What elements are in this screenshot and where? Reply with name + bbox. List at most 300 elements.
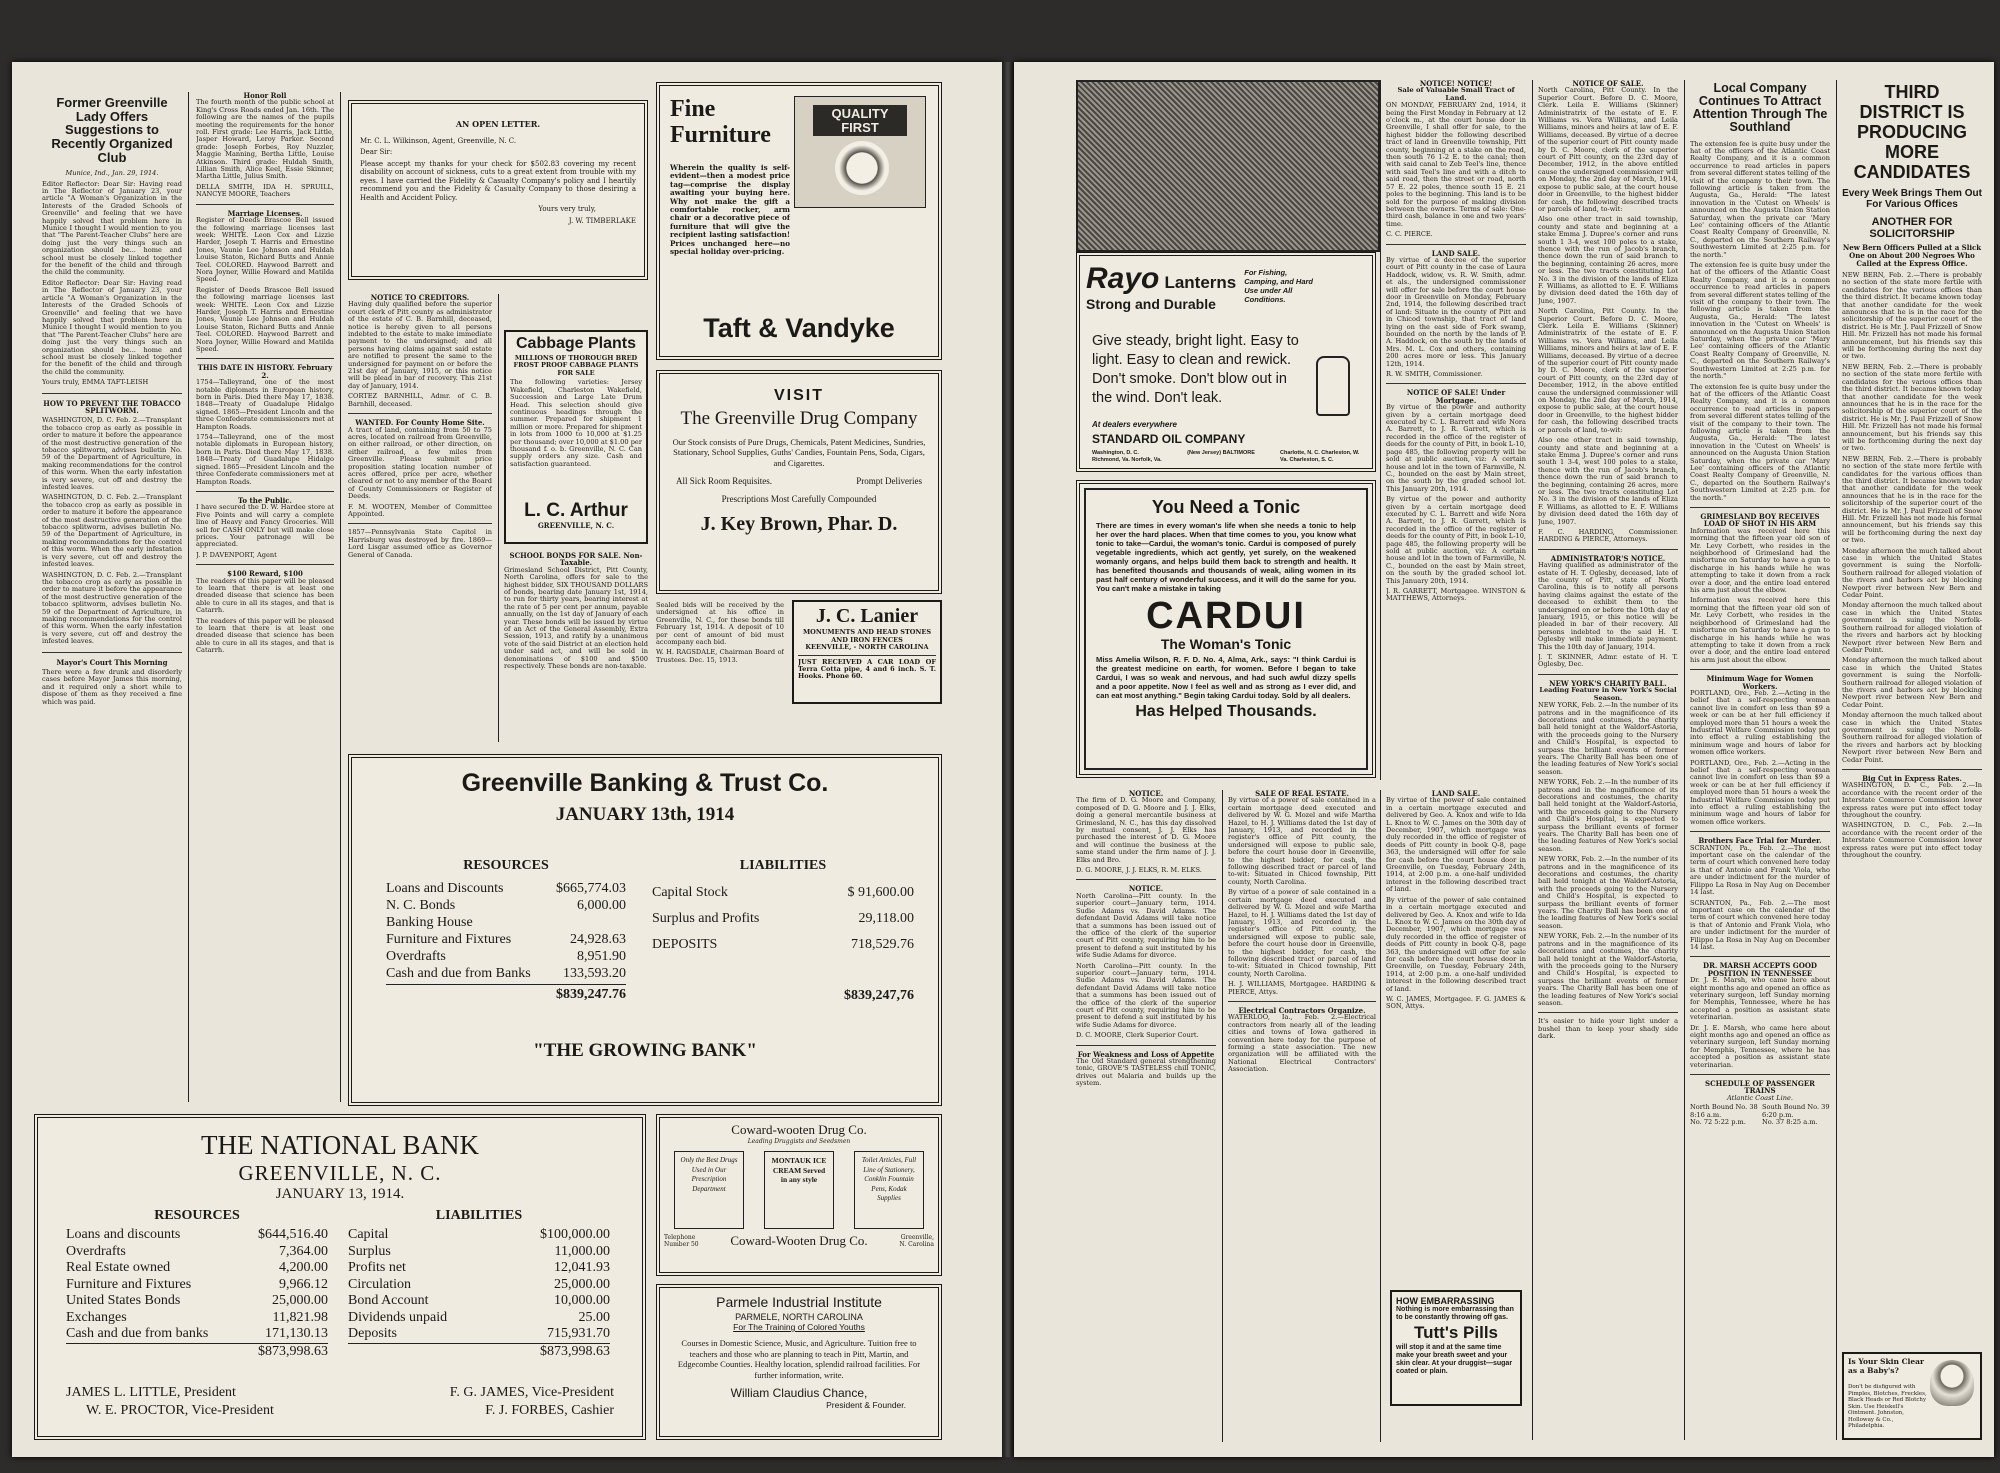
article-notice-of-sale-cont: North Carolina, Pitt County. In the Superior Court. Before D. C. Moore, Clerk. Leila E. Williams (Skinner) Administratrix of the estate of E. F. Williams vs. Vera Williams, and Leila Williams, minors and heirs at law of E. F. Williams, deceased. By virtue of a decree of the superior court of Pitt county made by D. C. Moore, clerk of the superior court of Pitt county, on the 23rd day of December, 1912, in the above entitled cause the undersigned commissioner will on Monday, the 2nd day of March, 1914, expose to public sale, at the court house door in Greenville, to the highest bidder for cash, the following described tracts or parcels of land, to-wit: — [1538, 307, 1678, 434]
open-letter-closing: Yours very truly, — [538, 205, 596, 213]
statement-row — [348, 1293, 610, 1310]
rayo-cities: Washington, D. C. Richmond, Va. Norfolk, Va. — [1092, 450, 1162, 463]
statement-row — [386, 948, 626, 965]
article-signoff: Yours truly, EMMA TAFT-LEISH — [42, 378, 149, 387]
bank2-officer: JAMES L. LITTLE, President — [66, 1385, 236, 1400]
tonic-brand: CARDUI — [1146, 594, 1306, 637]
bank1-liab-total: $839,247,76 — [844, 988, 914, 1003]
article-notice-of-sale-cont2: Also one other tract in said township, county and state and beginning at a stake Emma J. Dupree's corner and runs south 1 3-4, west 100 poles to a stake, thence with the run of Jacob's branch, thence down the run of said branch to the beginning, containing 26 acres, more or less. The two tracts constituting Lot No. 3 in the division of the lands of Eliza F. Williams, as allotted to E. F. Williams by division deed dated the 16th day of June, 1907. — [1538, 436, 1678, 526]
article-grimesland-boy: Information was received here this morning that the fifteen year old son of Mr. Levy Corbett, who resides in the neighborhood of Grimesland had the misfortune on Saturday to have a gun to discharge in his hands while he was attempting to take it down from a rack over a door, and the entire load entered his arm just about the elbow. — [1690, 526, 1830, 595]
article-body-filler: Editor Reflector: Dear Sir: Having read in The Reflector of January 23, your article "A Woman's Organization in the Interests of the Graded Schools of Greenville" and feeling that we have happily solved that problem here in Munice I thought I would mention to you that "The Parent-Teacher Clubs" here are doing just the very things such an organization should be... home and school must be closely linked together for the benefit of the child and through the child the community. — [42, 278, 182, 376]
statement-row — [386, 965, 626, 982]
coward-title: Coward-wooten Drug Co. — [731, 1122, 867, 1137]
statement-label: Loans and discounts — [66, 1227, 181, 1242]
furniture-body: Wherein the quality is self-evident—then a modest price tag—comprise the display awaiting your buying here. Why not make the gift a comfortable rocker, arm chair or a decorative piece of furniture that will give the recipient lasting satisfaction! Prices unchanged here—no special holiday over-pricing. — [670, 164, 790, 257]
tutts-body2: will stop it and at the same time make your breath sweet and your skin clear. At your druggist—sugar coated or plain. — [1396, 1343, 1513, 1375]
coward-cell: Toilet Articles, Full Line of Stationery, Conklin Fountain Pens, Kodak Supplies — [854, 1151, 924, 1229]
right-column-4 — [1842, 80, 1982, 1440]
headline-splitworm: HOW TO PREVENT THE TOBACCO SPLITWORM. — [43, 398, 181, 415]
statement-row — [66, 1293, 328, 1310]
rayo-cities: (New Jersey) BALTIMORE — [1187, 450, 1255, 456]
school-bonds-notice — [504, 552, 648, 744]
bank2-officer: F. G. JAMES, Vice-President — [449, 1385, 614, 1400]
statement-row — [348, 1277, 610, 1294]
statement-row — [386, 880, 626, 897]
statement-label: Profits net — [348, 1260, 406, 1275]
mortgage-sale-signoff: J. R. GARRETT, Mortgagee. WINSTON & MATTHEWS, Attorneys. — [1386, 587, 1526, 603]
article-local-company: The extension fee is quite busy under the hat of the officers of the Atlantic Coast Realty Company, and it is a common occurrence to read articles in papers from several different states telling of the visit of the company to their town. The following article is taken from the Augusta, Ga., Herald: "The latest innovation in the 'Cutest on Wheels' is announced on the Augusta Union Station Saturday, when the private car 'Mary Lee' containing officers of the Atlantic Coast Realty Company of Greenville, N. C., departed on the Southern Railway's Southwestern Limited at 2:25 p.m. for the north." — [1690, 139, 1830, 259]
statement-value: 12,041.93 — [554, 1260, 610, 1275]
bank1-title: Greenville Banking & Trust Co. — [461, 769, 829, 797]
statement-value: 25.00 — [578, 1309, 610, 1325]
headline-charity-ball: NEW YORK'S CHARITY BALL. — [1549, 678, 1667, 688]
headline-wanted: WANTED. For County Home Site. — [355, 418, 485, 428]
skin-ad-title: Is Your Skin Clear as a Baby's? — [1848, 1357, 1924, 1375]
notice-firm-signoff: D. G. MOORE, J. J. ELKS, R. M. ELKS. — [1076, 866, 1202, 875]
statement-label: Circulation — [348, 1276, 411, 1292]
article-splitworm-cont: WASHINGTON, D. C. Feb. 2.—Transplant the tobacco crop as early as possible in order to mature it before the appearance of the most destructive generation of the tobacco splitworm, advises bulletin No. 59 of the Department of Agriculture, in making recommendations for the control of this worm. When the early infestation is very severe, cut off and destroy the infested leaves. — [42, 493, 182, 569]
tonic-quote: Miss Amelia Wilson, R. F. D. No. 4, Alma, Ark., says: "I think Cardui is the greatest medicine on earth, for women. Before I began to take Cardui, I was so weak and nervous, and had such awful dizzy spells and a poor appetite. Now I feel as well and as strong as I ever did, and can eat most anything." Begin taking Cardui today. Sold by all dealers. — [1096, 655, 1356, 701]
train-schedule-table — [1690, 1104, 1830, 1126]
headline-express-rates: Big Cut in Express Rates. — [1862, 774, 1962, 783]
furniture-illustration — [794, 96, 926, 208]
headline-real-estate: SALE OF REAL ESTATE. — [1255, 790, 1349, 798]
headline-marriage-licenses: Marriage Licenses. — [227, 208, 303, 218]
drug-deliveries: Prompt Deliveries — [856, 476, 922, 487]
parmele-role: President & Founder. — [826, 1400, 906, 1410]
parmele-sub: PARMELE, NORTH CAROLINA — [735, 1312, 863, 1322]
rayo-lanterns-ad — [1076, 252, 1376, 472]
notice-creditors-signoff: CORTEZ BARNHILL, Admr. of C. B. Barnhill, deceased. — [348, 392, 492, 408]
parmele-name: William Claudius Chance, — [730, 1386, 868, 1400]
statement-row — [386, 931, 626, 948]
sealed-bids-notice — [656, 602, 784, 742]
headline-land-sale: LAND SALE. — [1431, 248, 1481, 258]
furniture-title: Fine Furniture — [670, 96, 771, 148]
headline-land-sale-2: LAND SALE. — [1431, 790, 1481, 798]
article-local-company-cont: The extension fee is quite busy under the hat of the officers of the Atlantic Coast Realty Company, and it is a common occurrence to read articles in papers from several different states telling of the visit of the company to their town. The following article is taken from the Augusta, Ga., Herald: "The latest innovation in the 'Cutest on Wheels' is announced on the Augusta Union Station Saturday, when the private car 'Mary Lee' containing officers of the Atlantic Coast Realty Company of Greenville, N. C., departed on the Southern Railway's Southwestern Limited at 2:25 p.m. for the north." — [1690, 261, 1830, 381]
bank2-liab-head: LIABILITIES — [435, 1208, 523, 1223]
statement-label: Cash and due from banks — [66, 1326, 209, 1341]
sealed-bids-body: Sealed bids will be received by the undersigned at his office in Greenville, N. C., for these bonds till February 1st, 1914. A deposit of 10 per cent of amount of bid must accompany each bid. — [656, 602, 784, 647]
statement-label: Surplus — [348, 1243, 391, 1259]
statement-value: 9,966.12 — [279, 1276, 328, 1292]
lantern-scene-illustration — [1076, 80, 1380, 252]
headline-brothers-trial: Brothers Face Trial for Murder. — [1698, 836, 1822, 846]
page-fold — [1002, 62, 1014, 1457]
headline-third-district: THIRD DISTRICT IS PRODUCING MORE CANDIDATES — [1853, 82, 1971, 182]
statement-label: Furniture and Fixtures — [386, 932, 512, 947]
bank1-res-head: RESOURCES — [463, 858, 549, 873]
article-real-estate: By virtue of a power of sale contained in a certain mortgage deed executed and delivered by W. G. Mozel and wife Martha Hazel, to H. J. Williams dated the 1st day of January, 1913, and recorded in the register's office of Pitt county, the undersigned will expose to public sale, before the court house door in Greenville, to the highest bidder, for cash, the following described tract or parcel of land to-wit: Situated in Chicod township, Pitt county, North Carolina. — [1228, 796, 1376, 886]
article-to-the-public: I have secured the D. W. Hardee store at Five Points and will carry a complete line of Heavy and Fancy Groceries. Will sell for CASH ONLY but will make close prices. Your patronage will be appreciated. — [196, 503, 334, 549]
train-entry: South Bound No. 39 6:20 p.m. — [1762, 1103, 1830, 1119]
notice-of-sale-signoff: F. C. HARDING, Commissioner. HARDING & PIERCE, Attorneys. — [1538, 527, 1678, 544]
headline-local-company: Local Company Continues To Attract Attention Through The Southland — [1692, 81, 1828, 135]
right-lower-col-2 — [1228, 790, 1376, 1442]
tutts-body: Nothing is more embarrassing than to be constantly throwing off gas. — [1396, 1306, 1514, 1321]
statement-label: Dividends unpaid — [348, 1309, 448, 1325]
article-wanted: A tract of land, containing from 50 to 75 acres, located on railroad from Greenville, on either railroad, or other direction, on either railroad, a few miles from Greenville. Please submit price proposition stating location number of acres offered, price per acre, whether cleared or not to any member of the Board of County Commissioners or Register of Deeds. — [348, 425, 492, 501]
bank1-date: JANUARY 13th, 1914 — [555, 804, 735, 826]
newspaper-page-left — [12, 62, 1002, 1457]
tonic-sub: The Woman's Tonic — [1160, 635, 1292, 652]
statement-row — [348, 1227, 610, 1244]
cabbage-plants-ad — [504, 330, 648, 544]
headline-mayors-court: Mayor's Court This Morning — [56, 657, 168, 667]
statement-label: Loans and Discounts — [386, 881, 504, 896]
statement-value: 6,000.00 — [577, 898, 626, 913]
bank2-res-rows — [66, 1227, 328, 1343]
statement-label: Capital — [348, 1227, 389, 1242]
baby-illustration — [835, 141, 889, 195]
tutts-pills-ad — [1390, 1290, 1522, 1406]
statement-row — [652, 932, 914, 958]
coward-city: Greenville, N. Carolina — [899, 1234, 934, 1248]
to-the-public-signoff: J. P. DAVENPORT, Agent — [196, 550, 277, 559]
article-notice-of-sale: North Carolina, Pitt County. In the Superior Court. Before D. C. Moore, Clerk. Leila E. Williams (Skinner) Administratrix of the estate of E. F. Williams vs. Vera Williams, and Leila Williams, minors and heirs at law of E. F. Williams, deceased. By virtue of a decree of the superior court of Pitt county made by D. C. Moore, clerk of the superior court of Pitt county, on the 23rd day of December, 1912, in the above entitled cause the undersigned commissioner will on Monday, the 2nd day of March, 1914, expose to public sale, at the court house door in Greenville, to the highest bidder for cash, the following described tracts or parcels of land, to-wit: — [1538, 86, 1678, 213]
rayo-side: For Fishing, Camping, and Hard Use under All Conditions. — [1244, 268, 1314, 304]
baby-bath-illustration — [1930, 1360, 1974, 1406]
statement-value: 24,928.63 — [570, 932, 626, 947]
article-third-district-b4: Monday afternoon the much talked about case in which the United States government is suing the Norfolk-Southern railroad for alleged violation of the rivers and harbors act by blocking Newport river between New Bern and Cedar Point. — [1842, 711, 1982, 764]
headline-solicitorship: ANOTHER FOR SOLICITORSHIP — [1869, 216, 1955, 240]
drug-prescriptions: Prescriptions Most Carefully Compounded — [721, 494, 877, 505]
rayo-body: Give steady, bright light. Easy to light. Easy to clean and rewick. Don't smoke. Don't blow out in the wind. Don't leak. — [1092, 333, 1299, 406]
small-tract-signoff: C. C. PIERCE. — [1386, 230, 1433, 239]
article-honor-roll: The fourth month of the public school at King's Cross Roads ended Jan. 16th. The following are the names of the pupils meeting the requirements for the honor roll. First grade: Lee Harris, Jack Little, Jasper Howard, Leroy Parker. Second grade: Joseph Forbes, Roy Nuzzler, Maggie Manning, Bertha Little, Louise Atkinson. Third grade: Huldah Smith, Lillian Smith, Alice Keel, Essie Skinner, Martha Little, Julius Smith. — [196, 98, 334, 181]
statement-value: $100,000.00 — [540, 1227, 610, 1242]
statement-value: 25,000.00 — [554, 1276, 610, 1292]
tonic-footer: Has Helped Thousands. — [1135, 703, 1317, 721]
column-2 — [196, 92, 334, 1102]
honor-roll-signoff: DELLA SMITH, IDA H. SPRUILL, NANCYE MOORE, Teachers — [196, 182, 334, 199]
article-third-district: NEW BERN, Feb. 2.—There is probably no section of the state more fertile with candidates for the various offices than the third district. It became known today that another candidate for the week announces that he is in the race for the solicitorship of the superior court of the district. He is Mr. J. Paul Frizzell of Snow Hill. Mr. Frizzell has not made his formal announcement, but his friends say this will be forthcoming during the next day or two. — [1842, 271, 1982, 361]
furniture-store-name: Taft & Vandyke — [703, 312, 895, 343]
right-column-2 — [1538, 80, 1678, 1440]
statement-label: Bond Account — [348, 1293, 429, 1308]
bank2-res-total: $873,998.63 — [258, 1343, 328, 1359]
headline-train-schedule: SCHEDULE OF PASSENGER TRAINS — [1705, 1079, 1815, 1096]
statement-label: Banking House — [386, 915, 473, 930]
open-letter-box — [348, 100, 648, 280]
rayo-company: STANDARD OIL COMPANY — [1092, 432, 1246, 446]
statement-value: 29,118.00 — [858, 911, 914, 926]
article-brothers-trial: SCRANTON, Pa., Feb. 2.—The most important case on the calendar of the term of court which convened here today is that of Antonio and Frank Viola, who are under indictment for the murder of Filippo La Rosa in Nay Aug on December 14 last. — [1690, 843, 1830, 897]
headline-former-lady: Former Greenville Lady Offers Suggestions to Recently Organized Club — [51, 95, 173, 165]
parmele-sub2: For The Training of Colored Youths — [733, 1322, 865, 1332]
article-land-sale: By virtue of a decree of the superior court of Pitt county in the case of Laura Haddock, widow, vs. R. W. Smith, admr. et als., the undersigned commissioner will offer for sale before the court house door in Greenville on Monday, February 2nd, 1914, the following described tract of land: Situate in the county of Pitt and in Chicod township, that tract of land lying on the east side of Fork swamp, bounded on the north by the lands of P. A. Haddock, on the south by the lands of Mrs. M. L. Cox and others, containing 200 acres more or less. This January 12th, 1914. — [1386, 255, 1526, 368]
headline-administrator: ADMINISTRATOR'S NOTICE. — [1550, 553, 1666, 563]
statement-row — [348, 1260, 610, 1277]
article-land-sale-2-cont: By virtue of the power of sale contained in a certain mortgage executed and delivered by Geo. A. Knox and wife to Ida L. Knox to W. C. James on the 30th day of December, 1907, which mortgage was duly recorded in the office of register of deeds of Pitt county in book Q-8, page 363, the undersigned will offer for sale for cash before the court house door in Greenville, on Tuesday, February 24th, 1914, at 2:00 p.m. a one-half undivided interest in the following described tract of land. — [1386, 895, 1526, 993]
headline-this-date: THIS DATE IN HISTORY. February 2. — [197, 363, 333, 380]
column-1 — [42, 92, 182, 1102]
lantern-icon — [1316, 356, 1350, 416]
statement-value: 25,000.00 — [272, 1293, 328, 1308]
bank2-liab-total: $873,998.63 — [540, 1343, 610, 1359]
drug-visit: VISIT — [773, 387, 824, 404]
article-this-date-cont: 1754—Talleyrand, one of the most notable diplomats in European history, born in Paris. Died there May 17, 1838. 1848—Treaty of Guadalupe Hidalgo signed. 1865—President Lincoln and the three Confederate commissioners met at Hampton Roads. — [196, 433, 334, 486]
statement-value: 11,000.00 — [554, 1243, 610, 1259]
drug-proprietor: J. Key Brown, Phar. D. — [700, 513, 898, 536]
article-dr-marsh: Dr. J. E. Marsh, who came here about eight months ago and opened an office as veterinary surgeon, left Sunday morning for Memphis, Tennessee, where he has accepted a position as assistant state veterinarian. — [1690, 976, 1830, 1022]
notice-divorce-signoff: D. C. MOORE, Clerk Superior Court. — [1076, 1031, 1199, 1040]
bank1-liabilities — [652, 858, 914, 1004]
cabbage-body: The following varieties: Jersey Wakefield, Charleston Wakefield, Succession and Large Late Drum Head. This selection should give continuous headings through the summer. Prepared for shipment 1 million or more. Prepared for shipment in lots from 1000 to 10,000 at $1.25 per thousand; over 10,000 at $1.00 per thousand f. o. b. Greenville, N. C. Can supply orders any size. Cash and satisfaction guaranteed. — [510, 379, 642, 468]
statement-row — [66, 1326, 328, 1343]
article-land-sale-2: By virtue of the power of sale contained in a certain mortgage executed and delivered by Geo. A. Knox and wife to Ida L. Knox to W. C. James on the 30th day of December, 1907, which mortgage was duly recorded in the office of register of deeds of Pitt county in book Q-8, page 363, the undersigned will offer for sale for cash before the court house door in Greenville, on Tuesday, February 24th, 1914, at 2:00 p.m. a one-half undivided interest in the following described tract of land. — [1386, 796, 1526, 894]
statement-label: Deposits — [348, 1326, 397, 1341]
coward-sub: Leading Druggists and Seedsmen — [747, 1138, 851, 1145]
statement-value: 11,821.98 — [272, 1309, 328, 1325]
parmele-title: Parmele Industrial Institute — [716, 1294, 882, 1310]
statement-label: Exchanges — [66, 1309, 127, 1325]
bank2-officer: W. E. PROCTOR, Vice-President — [86, 1403, 274, 1418]
cardui-tonic-ad — [1076, 480, 1376, 778]
statement-value: 8,951.90 — [577, 949, 626, 964]
article-mortgage-sale: By virtue of the power and authority given by a certain mortgage deed executed by C. L. Barrett and wife Nora A. Barrett, to J. R. Garrett, which is recorded in the office of the register of deeds for the county of Pitt, in book L-10, page 485, the following property will be sold at public auction, viz: A certain house and lot in the town of Farmville, N. C., bounded on the east by Main street, on the south by the graded school lot. This January 20th, 1914. — [1386, 403, 1526, 493]
article-marriage-licenses-cont: Register of Deeds Brascoe Bell issued the following marriage licenses last week: WHITE. Leon Cox and Lizzie Harder, Joseph T. Harris and Ernestine Jones, Vaunie Lee Johnson and Huldah Louise Staton, Richard Butts and Annie Teel. COLORED. Haywood Barrett and Nora Joyner, Willie Howard and Matilda Speed. — [196, 285, 334, 353]
article-notice-of-sale-b: Also one other tract in said township, county and state and beginning at a stake Emma J. Dupree's corner and runs south 1 3-4, west 100 poles to a stake, thence with the run of Jacob's branch, thence down the run of said branch to the beginning, containing 26 acres, more or less. The two tracts constituting Lot No. 3 in the division of the lands of Eliza F. Williams, as allotted to E. F. Williams by division deed dated the 16th day of June, 1907. — [1538, 215, 1678, 305]
bank2-title: THE NATIONAL BANK — [201, 1130, 479, 1160]
tutts-brand: Tutt's Pills — [1413, 1323, 1498, 1342]
headline-notice-of-sale: NOTICE OF SALE. — [1572, 80, 1644, 88]
bank1-liab-rows — [652, 880, 914, 958]
lanier-line1: MONUMENTS AND HEAD STONES AND IRON FENCES — [802, 628, 932, 644]
headline-dr-marsh: DR. MARSH ACCEPTS GOOD POSITION IN TENNESSEE — [1703, 961, 1817, 978]
statement-label: Surplus and Profits — [652, 911, 760, 926]
article-third-district-b2: Monday afternoon the much talked about case in which the United States government is suing the Norfolk-Southern railroad for alleged violation of the rivers and harbors act by blocking Newport river between New Bern and Cedar Point. — [1842, 601, 1982, 654]
article-brothers-trial-cont: SCRANTON, Pa., Feb. 2.—The most important case on the calendar of the term of court which convened here today is that of Antonio and Frank Viola, who are under indictment for the murder of Filippo La Rosa in Nay Aug on December 14 last. — [1690, 898, 1830, 951]
headline-grimesland-boy: GRIMESLAND BOY RECEIVES LOAD OF SHOT IN HIS ARM — [1700, 512, 1820, 529]
headline-to-the-public: To the Public. — [238, 495, 292, 505]
cabbage-subtitle: MILLIONS OF THOROUGH BRED FROST PROOF CABBAGE PLANTS FOR SALE — [513, 353, 639, 377]
rayo-cities: Charlotte, N. C. Charleston, W. Va. Charleston, S. C. — [1280, 450, 1360, 463]
skin-ad-body: Don't be disfigured with Pimples, Blotches, Freckles, Black Heads or Red Blotchy Skin. Use Heiskell's Ointment. Johnston, Holloway & Co., Philadelphia. — [1848, 1384, 1927, 1429]
bank1-res-total: $839,247.76 — [556, 987, 626, 1002]
land-sale-signoff: R. W. SMITH, Commissioner. — [1386, 370, 1483, 379]
headline-mortgage-sale: NOTICE OF SALE! Under Mortgage. — [1406, 388, 1506, 405]
drug-title: The Greenville Drug Company — [680, 407, 918, 429]
headline-weakness: For Weakness and Loss of Appetite — [1077, 1049, 1215, 1059]
subhead-small-tract: Sale of Valuable Small Tract of Land. — [1397, 86, 1515, 102]
bank2-liab-rows — [348, 1227, 610, 1343]
article-third-district-cont2: NEW BERN, Feb. 2.—There is probably no section of the state more fertile with candidates for the various offices than the third district. It became known today that another candidate for the week announces that he is in the race for the solicitorship of the superior court of the district. He is Mr. J. Paul Frizzell of Snow Hill. Mr. Frizzell has not made his formal announcement, but his friends say this will be forthcoming during the next day or two. — [1842, 454, 1982, 545]
article-weakness: The Old Standard general strengthening tonic, GROVE'S TASTELESS chill TONIC, drives out Malaria and builds up the system. — [1076, 1057, 1216, 1088]
statement-value: $644,516.40 — [258, 1227, 328, 1242]
statement-value: 4,200.00 — [279, 1260, 328, 1275]
article-school-bonds: Grimesland School District, Pitt County, North Carolina, offers for sale to the highest bidder, SIX THOUSAND DOLLARS of bonds, bearing date January 1st, 1914, to run for thirty years, bearing interest at the rate of 5 per cent per annum, payable annually, on the 1st day of January of each year. These bonds will be issued by virtue of an Act of the General Assembly, Extra Session, 1913, and ratify by a unanimous vote of the said District at an election held under said act, and will be sold in denominations of $100 and $500 respectively. These bonds are non-taxable. — [504, 565, 648, 671]
skin-ointment-ad — [1842, 1352, 1982, 1440]
parmele-body: Courses in Domestic Science, Music, and Agriculture. Tuition free to teachers and those who are planning to teach in Pitt, Martin, and Edgecombe Counties. Healthy location, splendid railroad facilities. For further information, write. — [677, 1338, 921, 1380]
rayo-tagline: Strong and Durable — [1086, 296, 1216, 312]
greenville-banking-trust-ad — [348, 754, 942, 1106]
article-reward-cont: The readers of this paper will be pleased to learn that there is at least one dreaded disease that science has been able to cure in all its stages, and that is Catarrh. — [196, 616, 334, 655]
article-splitworm-cont2: WASHINGTON, D. C. Feb. 2.—Transplant the tobacco crop as early as possible in order to mature it before the appearance of the most destructive generation of the tobacco splitworm, advises bulletin No. 59 of the Department of Agriculture, in making recommendations for the control of this worm. When the early infestation is very severe, cut off and destroy the infested leaves. — [42, 570, 182, 646]
article-splitworm: WASHINGTON, D. C. Feb. 2.—Transplant the tobacco crop as early as possible in order to mature it before the appearance of the most destructive generation of the tobacco splitworm, advises bulletin No. 59 of the Department of Agriculture, in making recommendations for the control of this worm. When the early infestation is very severe, cut off and destroy the infested leaves. — [42, 416, 182, 492]
statement-row — [66, 1244, 328, 1261]
article-small-tract: ON MONDAY, FEBRUARY 2nd, 1914, it being the First Monday in February at 12 o'clock m., at the court house door in Greenville, I shall offer for sale, to the highest bidder the following described tract of land in Greenville township, Pitt county, beginning at a stake on the road, then south 76 1-2 E. to the canal; then with said canal to Zeb Teel's line, thence with said Teel's line and with a ditch to said road, then the street or road, north 57 E. 22 poles, thence south 15 E. 21 poles to the beginning. This land is to be sold for the purpose of making division between the owners. Terms of sale: One-third cash, balance in one and two years' time. — [1386, 101, 1526, 228]
article-charity-ball-cont3: NEW YORK, Feb. 2.—In the number of its patrons and in the magnificence of its decorations and costumes, the charity ball held tonight at the Waldorf-Astoria, with the proceeds going to the Nursery and Child's Hospital, is expected to surpass the brilliant events of former years. The Charity Ball has been one of the leading features of New York's social season. — [1538, 932, 1678, 1007]
train-entry: North Bound No. 38 8:16 a.m. — [1690, 1103, 1758, 1119]
administrator-signoff: J. T. SKINNER, Admr. estate of H. T. Oglesby, Dec. — [1538, 653, 1678, 669]
statement-row — [348, 1244, 610, 1261]
cabbage-location: GREENVILLE, N. C. — [537, 521, 615, 531]
bank2-city: GREENVILLE, N. C. — [238, 1161, 442, 1185]
article-notice-divorce: North Carolina—Pitt county. In the superior court—January term, 1914. Sudie Adams vs. David Adams. The defendant David Adams will take notice that a summons has been issued out of the office of the clerk of the superior court of Pitt county, requiring him to be present to defend a suit instituted by his wife Sudie Adams for divorce. — [1076, 891, 1216, 960]
article-local-company-cont2: The extension fee is quite busy under the hat of the officers of the Atlantic Coast Realty Company, and it is a common occurrence to read articles in papers from several different states telling of the visit of the company to their town. The following article is taken from the Augusta, Ga., Herald: "The latest innovation in the 'Cutest on Wheels' is announced on the Augusta Union Station Saturday, when the private car 'Mary Lee' containing officers of the Atlantic Coast Realty Company of Greenville, N. C., departed on the Southern Railway's Southwestern Limited at 2:25 p.m. for the north." — [1690, 382, 1830, 502]
open-letter-signature: J. W. TIMBERLAKE — [568, 216, 636, 225]
land-sale-2-signoff: W. C. JAMES, Mortgagee. F. G. JAMES & SON, Attys. — [1386, 994, 1526, 1011]
statement-label: N. C. Bonds — [386, 898, 456, 913]
right-column-1 — [1386, 80, 1526, 780]
bank1-liab-head: LIABILITIES — [739, 858, 827, 873]
bank2-officer: F. J. FORBES, Cashier — [485, 1403, 614, 1418]
headline-notice: NOTICE! NOTICE! — [1419, 80, 1493, 88]
article-marriage-licenses: Register of Deeds Brascoe Bell issued the following marriage licenses last week: WHITE. Leon Cox and Lizzie Harder, Joseph T. Harris and Ernestine Jones, Vaunie Lee Johnson and Huldah Louise Staton, Richard Butts and Annie Teel. COLORED. Haywood Barrett and Nora Joyner, Willie Howard and Matilda Speed. — [196, 216, 334, 284]
headline-school-bonds: SCHOOL BONDS FOR SALE. Non-Taxable. — [509, 552, 643, 568]
bank2-liabilities — [348, 1208, 610, 1360]
bank2-res-head: RESOURCES — [154, 1208, 240, 1223]
tonic-title: You Need a Tonic — [1151, 497, 1301, 517]
drug-body: Our Stock consists of Pure Drugs, Chemicals, Patent Medicines, Sundries, Stationary, School Supplies, Guths' Candies, Fountain Pens, Soda, Cigars, and Cigarettes. — [672, 436, 926, 468]
train-entry: No. 72 5:22 p.m. — [1690, 1118, 1746, 1127]
lanier-body: JUST RECEIVED A CAR LOAD OF Terra Cotta pipe, 4 and 6 inch. S. T. Hooks. Phone 60. — [798, 658, 936, 681]
tutts-title: HOW EMBARRASSING — [1396, 1296, 1495, 1306]
wanted-signoff: F. M. WOOTEN, Member of Committee Appointed. — [348, 502, 492, 518]
open-letter-body: Please accept my thanks for your check for $502.83 covering my recent disability on account of sickness, cuts to a great extent from trouble with my eyes. I have carried the Fidelity & Casualty Company's policy and I heartily recommend you and the Fidelity & Casualty Company to those desiring a Health and Accident Policy. — [360, 159, 636, 202]
article-body: Editor Reflector: Dear Sir: Having read in The Reflector of January 23, your article "A Woman's Organization in the Interests of the Graded Schools of Greenville" and feeling that we have happily solved that problem here in Munice I thought I would mention to you that "The Parent-Teacher Clubs" here are doing just the very things such an organization should be... home and school must be closely linked together for the benefit of the child and through the child the community. — [42, 179, 182, 277]
open-letter-to: Mr. C. L. Wilkinson, Agent, Greenville, N. C. — [360, 136, 517, 145]
article-real-estate-cont: By virtue of a power of sale contained in a certain mortgage deed executed and delivered by W. G. Mozel and wife Martha Hazel, to H. J. Williams dated the 1st day of January, 1913, and recorded in the register's office of Pitt county, the undersigned will expose to public sale, before the court house door in Greenville, to the highest bidder, for cash, the following described tract or parcel of land to-wit: Situated in Chicod township, Pitt county, North Carolina. — [1228, 888, 1376, 978]
subhead-solicitorship: New Bern Officers Pulled at a Slick One on About 200 Negroes Who Called at the Express Office. — [1842, 243, 1982, 268]
article-mayors-court: There were a few drunk and disorderly cases before Mayor James this morning, and it required only a short while to dispose of them as they received a fine which was paid. — [42, 667, 182, 706]
statement-row — [66, 1260, 328, 1277]
greenville-drug-ad — [656, 370, 942, 594]
subhead-third-district: Every Week Brings Them Out For Various Offices — [1842, 188, 1982, 210]
article-notice-divorce-cont: North Carolina—Pitt county. In the superior court—January term, 1914. Sudie Adams vs. David Adams. The defendant David Adams will take notice that a summons has been issued out of the office of the clerk of the superior court of Pitt county, requiring him to be present to defend a suit instituted by his wife Sudie Adams for divorce. — [1076, 961, 1216, 1029]
notices-column — [348, 294, 492, 742]
filler-proverb: It's easier to hide your light under a bushel than to keep your shady side dark. — [1538, 1017, 1678, 1041]
article-third-district-b3: Monday afternoon the much talked about case in which the United States government is suing the Norfolk-Southern railroad for alleged violation of the rivers and harbors act by blocking Newport river between New Bern and Cedar Point. — [1842, 656, 1982, 709]
headline-minimum-wage: Minimum Wage for Women Workers. — [1706, 674, 1814, 691]
statement-label: Real Estate owned — [66, 1260, 171, 1275]
subhead-train-schedule: Atlantic Coast Line. — [1727, 1093, 1793, 1102]
statement-row — [348, 1326, 610, 1343]
lanier-ad — [792, 600, 942, 704]
article-express-rates-cont: WASHINGTON, D. C., Feb. 2.—In accordance with the recent order of the Interstate Commerce Commission lower express rates were put into effect today throughout the country. — [1842, 821, 1982, 860]
bank2-resources — [66, 1208, 328, 1360]
statement-row — [66, 1227, 328, 1244]
statement-label: Overdrafts — [66, 1243, 126, 1259]
rayo-word: Lanterns — [1164, 273, 1237, 292]
article-administrator: Having qualified as administrator of the estate of H. T. Oglesby, deceased, late of the county of Pitt, state of North Carolina, this is to notify all persons having claims against the estate of the deceased to exhibit them to the undersigned on or before the 10th day of January, 1915, or this notice will be pleaded in bar of their recovery. All persons indebted to the said H. T. Oglesby will make immediate payment. This the 10th day of January, 1914. — [1538, 561, 1678, 651]
train-entry: No. 37 8:25 a.m. — [1762, 1118, 1818, 1127]
parmele-ad — [656, 1284, 942, 1440]
statement-value: $665,774.03 — [556, 881, 626, 896]
headline-notice-firm: NOTICE. — [1128, 790, 1164, 798]
article-charity-ball: NEW YORK, Feb. 2.—In the number of its patrons and in the magnificence of its decorations and costumes, the charity ball held tonight at the Waldorf-Astoria, with the proceeds going to the Nursery and Child's Hospital, is expected to surpass the brilliant events of former years. The Charity Ball has been one of the leading features of New York's social season. — [1538, 701, 1678, 776]
article-charity-ball-cont2: NEW YORK, Feb. 2.—In the number of its patrons and in the magnificence of its decorations and costumes, the charity ball held tonight at the Waldorf-Astoria, with the proceeds going to the Nursery and Child's Hospital, is expected to surpass the brilliant events of former years. The Charity Ball has been one of the leading features of New York's social season. — [1538, 855, 1678, 930]
cabbage-title: Cabbage Plants — [515, 335, 637, 352]
article-express-rates: WASHINGTON, D. C., Feb. 2.—In accordance with the recent order of the Interstate Commerce Commission lower express rates were put into effect today throughout the country. — [1842, 781, 1982, 820]
newspaper-page-right — [1014, 62, 1994, 1457]
bank2-date: JANUARY 13, 1914. — [275, 1186, 405, 1202]
bank1-res-rows — [386, 880, 626, 982]
tonic-body: There are times in every woman's life when she needs a tonic to help her over the hard places. When that time comes to you, you know what tonic to take—Cardui, the woman's tonic. Cardui is composed of purely vegetable ingredients, which act gently, yet surely, on the weakened womanly organs, and helps build them back to strength and health. It has benefited thousands and thousands of weak, ailing women in its past half century of wonderful success, and it will do the same for you. You can't make a mistake in taking — [1096, 520, 1356, 593]
statement-row — [652, 906, 914, 932]
statement-value: 171,130.13 — [265, 1326, 328, 1341]
cabbage-seller-name: L. C. Arthur — [524, 500, 628, 522]
bank1-resources — [386, 858, 626, 1003]
article-dr-marsh-cont: Dr. J. E. Marsh, who came here about eight months ago and opened an office as veterinary surgeon, left Sunday morning for Memphis, Tennessee, where he has accepted a position as assistant state veterinarian. — [1690, 1023, 1830, 1069]
sealed-bids-signoff: W. H. RAGSDALE, Chairman Board of Trustees. Dec. 15, 1913. — [656, 648, 784, 664]
coward-cell: Only the Best Drugs Used in Our Prescription Department — [674, 1151, 744, 1229]
article-minimum-wage: PORTLAND, Ore., Feb. 2.—Acting in the belief that a self-respecting woman cannot live in comfort on less than $9 a week or can be at her full efficiency if employed more than 51 hours a week the Industrial Welfare Commission today put into effect a ruling establishing the minimum wage and hours of labor for women office workers. — [1690, 688, 1830, 757]
article-reward: The readers of this paper will be pleased to learn that there is at least one dreaded disease that science has been able to cure in all its stages, and that is Catarrh. — [196, 576, 334, 615]
right-column-3 — [1690, 80, 1830, 1440]
drug-sick-room: All Sick Room Requisites. — [676, 476, 773, 487]
statement-label: Cash and due from Banks — [386, 966, 531, 981]
bank1-slogan: "THE GROWING BANK" — [533, 1040, 757, 1061]
headline-reward: $100 Reward, $100 — [227, 569, 303, 579]
statement-label: DEPOSITS — [652, 937, 718, 952]
article-notice-creditors: Having duly qualified before the superior court clerk of Pitt county as administrator of the estate of C. B. Barnhill, deceased, notice is hereby given to all persons indebted to the estate to make immediate payment to the undersigned; and all persons having claims against said estate are notified to present the same to the undersigned for payment on or before the 21st day of January, 1915, or this notice will be plead in bar of recovery. This 21st day of January, 1914. — [348, 300, 492, 390]
article-mortgage-sale-cont: By virtue of the power and authority given by a certain mortgage deed executed by C. L. Barrett and wife Nora A. Barrett, to J. R. Garrett, which is recorded in the office of the register of deeds for the county of Pitt, in book L-10, page 485, the following property will be sold at public auction, viz: A certain house and lot in the town of Farmville, N. C., bounded on the east by Main street, on the south by the graded school lot. This January 20th, 1914. — [1386, 495, 1526, 585]
statement-value: 133,593.20 — [563, 966, 626, 981]
history-entries: 1857—Pennsylvania State Capitol in Harrisburg was destroyed by fire. 1869—Lord Lisgar assumed office as Governor General of Canada. — [348, 528, 492, 559]
right-lower-col-1 — [1076, 790, 1216, 1442]
statement-value: 10,000.00 — [554, 1293, 610, 1308]
article-minimum-wage-cont: PORTLAND, Ore., Feb. 2.—Acting in the belief that a self-respecting woman cannot live in comfort on less than $9 a week or can be at her full efficiency if employed more than 51 hours a week the Industrial Welfare Commission today put into effect a ruling establishing the minimum wage and hours of labor for women office workers. — [1690, 758, 1830, 826]
article-charity-ball-cont: NEW YORK, Feb. 2.—In the number of its patrons and in the magnificence of its decorations and costumes, the charity ball held tonight at the Waldorf-Astoria, with the proceeds going to the Nursery and Child's Hospital, is expected to surpass the brilliant events of former years. The Charity Ball has been one of the leading features of New York's social season. — [1538, 778, 1678, 853]
rayo-brand: Rayo — [1086, 262, 1160, 295]
statement-row — [66, 1310, 328, 1327]
statement-label: Capital Stock — [652, 885, 728, 900]
rayo-dealers: At dealers everywhere — [1092, 420, 1177, 429]
lanier-line2: KEENVILLE, - NORTH CAROLINA — [805, 643, 929, 651]
article-grimesland-boy-cont: Information was received here this morning that the fifteen year old son of Mr. Levy Corbett, who resides in the neighborhood of Grimesland had the misfortune on Saturday to have a gun to discharge in his hands while he was attempting to take it down from a rack over a door, and the entire load entered his arm just about the elbow. — [1690, 596, 1830, 664]
open-letter-title: AN OPEN LETTER. — [455, 119, 541, 129]
article-third-district-cont: NEW BERN, Feb. 2.—There is probably no section of the state more fertile with candidates for the various offices than the third district. It became known today that another candidate for the week announces that he is in the race for the solicitorship of the superior court of the district. He is Mr. J. Paul Frizzell of Snow Hill. Mr. Frizzell has not made his formal announcement, but his friends say this will be forthcoming during the next day or two. — [1842, 362, 1982, 453]
bank2-officers — [66, 1384, 614, 1420]
headline-honor-roll: Honor Roll — [243, 92, 287, 100]
coward-name: Coward-Wooten Drug Co. — [730, 1233, 868, 1248]
coward-wooten-ad — [656, 1114, 942, 1276]
statement-value: 718,529.76 — [851, 937, 914, 952]
coward-cell: MONTAUK ICE CREAM Served in any style — [764, 1151, 834, 1229]
furniture-ad — [656, 82, 942, 360]
statement-label: Overdrafts — [386, 949, 446, 964]
statement-row — [348, 1310, 610, 1327]
headline-electrical: Electrical Contractors Organize. — [1238, 1005, 1366, 1015]
statement-value: 715,931.70 — [547, 1326, 610, 1341]
statement-label: Furniture and Fixtures — [66, 1276, 192, 1292]
national-bank-ad — [34, 1114, 646, 1440]
dateline: Munice, Ind., Jan. 29, 1914. — [65, 169, 159, 178]
statement-value: $ 91,600.00 — [847, 885, 914, 900]
statement-row — [66, 1277, 328, 1294]
article-this-date: 1754—Talleyrand, one of the most notable diplomats in European history, born in Paris. Died there May 17, 1838. 1848—Treaty of Guadalupe Hidalgo signed. 1865—President Lincoln and the three Confederate commissioners met at Hampton Roads. — [196, 378, 334, 431]
statement-label: United States Bonds — [66, 1293, 181, 1308]
subhead-charity-ball: Leading Feature in New York's Social Season. — [1539, 686, 1677, 702]
real-estate-signoff: H. J. WILLIAMS, Mortgagee. HARDING & PIERCE, Attys. — [1228, 980, 1376, 996]
article-notice-firm: The firm of D. G. Moore and Company, composed of D. G. Moore and J. J. Elks, doing a general mercantile business at Grimesland, N. C., has this day dissolved by mutual consent, J. J. Elks has purchased the interest of D. G. Moore and will continue the business at the same stand under the firm name of J. J. Elks and Bro. — [1076, 796, 1216, 864]
headline-notice-divorce: NOTICE. — [1128, 884, 1164, 894]
quality-first-badge: QUALITY FIRST — [813, 105, 907, 136]
article-third-district-b: Monday afternoon the much talked about case in which the United States government is suing the Norfolk-Southern railroad for alleged violation of the rivers and harbors act by blocking Newport river between New Bern and Cedar Point. — [1842, 546, 1982, 600]
